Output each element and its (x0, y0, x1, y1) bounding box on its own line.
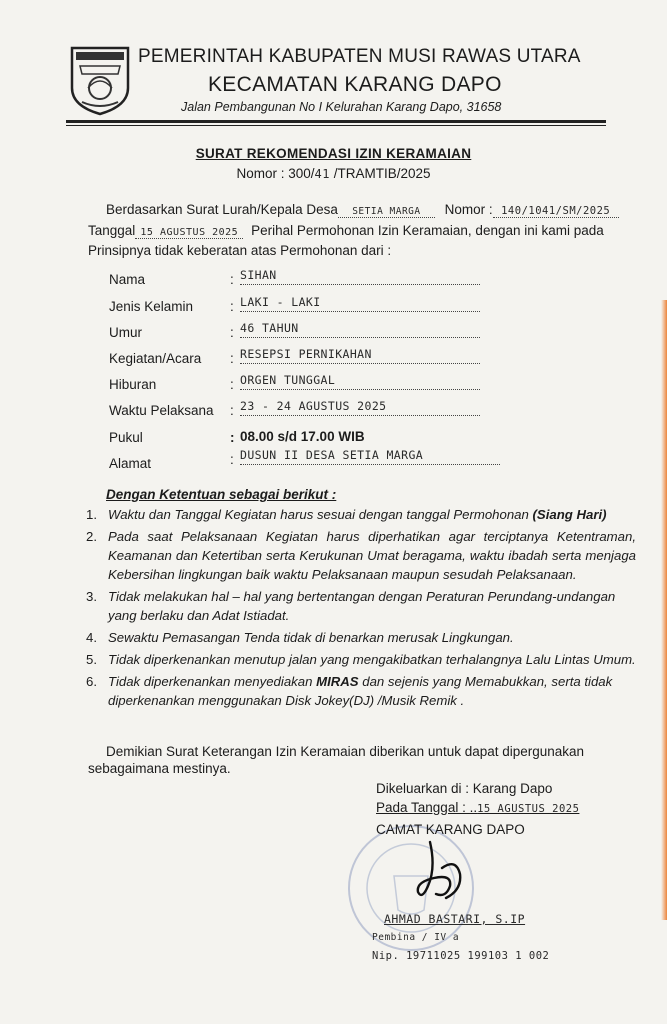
closing-text-2: sebagaimana mestinya. (88, 761, 231, 776)
list-item: 4. Sewaktu Pemasangan Tenda tidak di benarkan merusak Lingkungan. (86, 630, 514, 645)
intro-line-3: Prinsipnya tidak keberatan atas Permohonan dari : (88, 243, 392, 258)
field-value-nama: SIHAN (240, 268, 480, 285)
field-label-umur: Umur (109, 325, 142, 340)
list-item: 2. Pada saat Pelaksanaan Kegiatan harus diperhatikan agar terciptanya Ketentraman, Keamanan dan Ketertiban serta Kerukunan Umat beragama, waktu ibadah serta menjaga Kebersihan lingkungan baik waktu Pelaksanaan maupun sesudah Pelaksanaan. (86, 529, 636, 582)
field-colon: : (230, 452, 234, 467)
signatory-rank: Pembina / IV a (372, 932, 460, 943)
field-label-hiburan: Hiburan (109, 377, 157, 392)
field-label-kegiatan: Kegiatan/Acara (109, 351, 202, 366)
field-colon: : (230, 430, 235, 445)
field-label-pukul: Pukul (109, 430, 143, 445)
signatory-name: AHMAD BASTARI, S.IP (384, 912, 526, 926)
field-colon: : (230, 325, 234, 340)
letterhead-address: Jalan Pembangunan No I Kelurahan Karang Dapo, 31658 (181, 100, 502, 114)
regency-logo-icon (68, 44, 132, 116)
field-colon: : (230, 403, 234, 418)
list-item: 6. Tidak diperkenankan menyediakan MIRAS dan sejenis yang Memabukkan, serta tidak diperkenankan menggunakan Disk Jokey(DJ) /Musik Remik . (86, 674, 613, 708)
field-colon: : (230, 272, 234, 287)
field-value-waktu: 23 - 24 AGUSTUS 2025 (240, 399, 480, 416)
conditions-heading: Dengan Ketentuan sebagai berikut : (106, 487, 337, 502)
intro-line-2: Tanggal 15 AGUSTUS 2025 Perihal Permohonan Izin Keramaian, dengan ini kami pada (88, 223, 604, 238)
handwritten-signature-icon (400, 838, 470, 908)
field-colon: : (230, 299, 234, 314)
closing-text: Demikian Surat Keterangan Izin Keramaian diberikan untuk dapat dipergunakan (106, 744, 585, 759)
document-title: SURAT REKOMENDASI IZIN KERAMAIAN (195, 146, 472, 161)
field-label-alamat: Alamat (109, 456, 152, 471)
letterhead-district: KECAMATAN KARANG DAPO (208, 73, 502, 96)
signatory-nip: Nip. 19711025 199103 1 002 (372, 950, 550, 962)
document-number: Nomor : 300/41 /TRAMTIB/2025 (236, 166, 431, 181)
paper-edge (661, 300, 667, 920)
field-value-jenis-kelamin: LAKI - LAKI (240, 295, 480, 312)
field-value-hiburan: ORGEN TUNGGAL (240, 373, 480, 390)
field-value-kegiatan: RESEPSI PERNIKAHAN (240, 347, 480, 364)
field-label-nama: Nama (109, 272, 146, 287)
list-item: 3. Tidak melakukan hal – hal yang bertentangan dengan Peraturan Perundang-undangan yang berlaku dan Adat Istiadat. (86, 589, 616, 623)
field-colon: : (230, 377, 234, 392)
signatory-title: CAMAT KARANG DAPO (376, 822, 525, 837)
letterhead-government: PEMERINTAH KABUPATEN MUSI RAWAS UTARA (138, 46, 581, 67)
intro-line-1: Berdasarkan Surat Lurah/Kepala Desa SETIA MARGA Nomor : 140/1041/SM/2025 (106, 202, 619, 218)
field-label-jenis-kelamin: Jenis Kelamin (109, 299, 194, 314)
field-colon: : (230, 351, 234, 366)
issued-date: Pada Tanggal : ..15 AGUSTUS 2025 (376, 800, 580, 815)
conditions-list (86, 505, 636, 713)
letterhead-rule-thin (66, 125, 606, 126)
issued-at: Dikeluarkan di : Karang Dapo (376, 781, 553, 796)
field-value-umur: 46 TAHUN (240, 321, 480, 338)
list-item: 5. Tidak diperkenankan menutup jalan yang mengakibatkan terhalangnya Lalu Lintas Umum. (86, 652, 636, 667)
field-value-pukul: 08.00 s/d 17.00 WIB (240, 429, 365, 444)
list-item: 1. Waktu dan Tanggal Kegiatan harus sesuai dengan tanggal Permohonan (Siang Hari) (86, 507, 607, 522)
letterhead-rule-thick (66, 120, 606, 123)
field-value-alamat: DUSUN II DESA SETIA MARGA (240, 448, 500, 465)
field-label-waktu: Waktu Pelaksana (109, 403, 214, 418)
